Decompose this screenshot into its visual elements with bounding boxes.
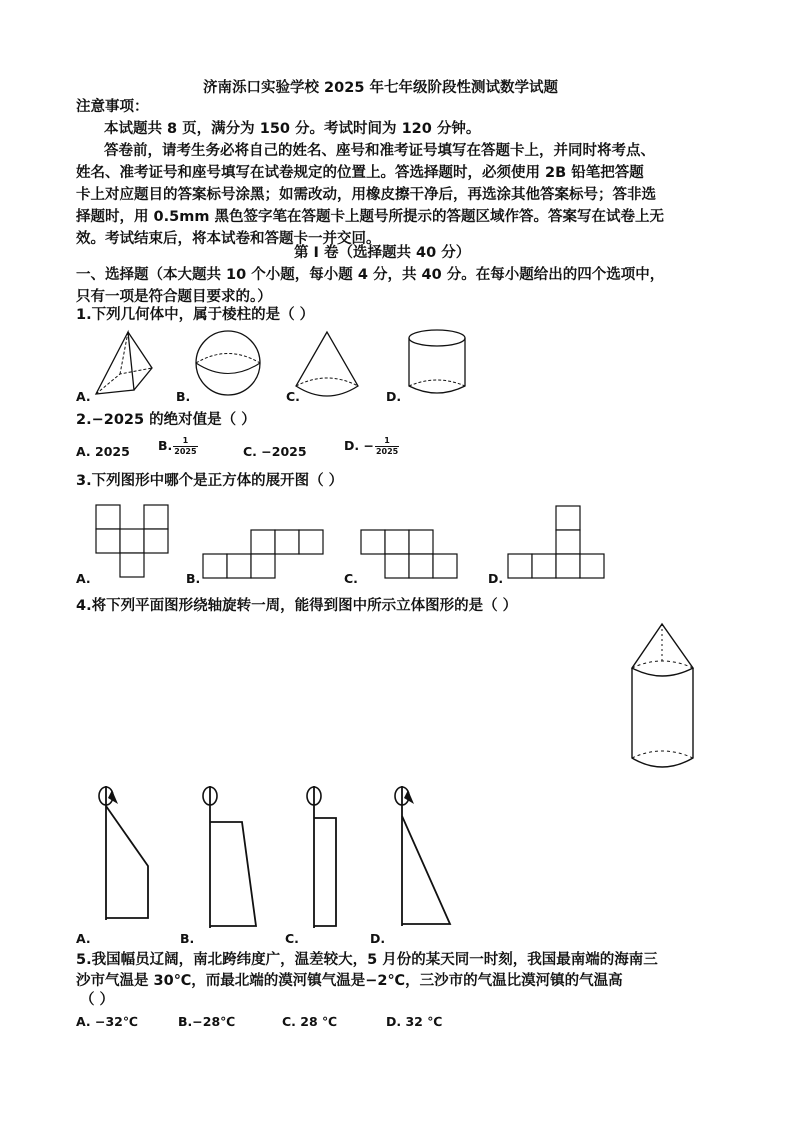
option-label: C. <box>344 571 358 586</box>
option-a: A. −32℃ <box>76 1014 139 1029</box>
option-label: A. <box>76 389 91 404</box>
question-4-stem: 4.将下列平面图形绕轴旋转一周，能得到图中所示立体图形的是（ ） <box>76 598 518 614</box>
option-label: C. <box>285 931 299 946</box>
option-label: B. <box>186 571 201 586</box>
notice-line: 姓名、准考证号和座号填写在试卷规定的位置上。答选择题时，必须使用 2B 铅笔把答题 <box>76 165 644 181</box>
option-label: D. <box>386 389 402 404</box>
section-instructions: 一、选择题（本大题共 10 个小题，每小题 4 分，共 40 分。在每小题给出的四个选项中， <box>76 267 665 283</box>
option-label: B. <box>180 931 195 946</box>
fraction: $\frac{1}{2025}$ <box>174 436 197 456</box>
notice-line: 效。考试结束后，将本试卷和答题卡一并交回。 <box>76 231 381 247</box>
notice-line: 本试题共 8 页，满分为 150 分。考试时间为 120 分钟。 <box>104 121 481 137</box>
question-5-stem: （ ） <box>80 992 115 1008</box>
rotation-shape-a <box>92 786 162 926</box>
page-title: 济南泺口实验学校 2025 年七年级阶段性测试数学试题 <box>203 80 558 96</box>
rotation-shape-d <box>388 786 468 926</box>
question-5-stem: 沙市气温是 30℃，而最北端的漠河镇气温是−2℃，三沙市的气温比漠河镇的气温高 <box>76 973 623 989</box>
sphere-figure <box>190 326 270 401</box>
option-d: D. 32 ℃ <box>386 1014 443 1029</box>
notice-line: 答卷前，请考生务必将自己的姓名、座号和准考证号填写在答题卡上，并同时将考点、 <box>104 143 655 159</box>
notice-line: 择题时，用 0.5mm 黑色签字笔在答题卡上题号所提示的答题区域作答。答案写在试卷上无 <box>76 209 664 225</box>
option-b: B.−28℃ <box>178 1014 236 1029</box>
option-label: A. <box>76 931 91 946</box>
rotation-shape-c <box>300 786 360 926</box>
option-label: D. <box>488 571 504 586</box>
option-a: A. 2025 <box>76 444 130 459</box>
net-d-figure <box>508 506 608 586</box>
rotation-shape-b <box>196 786 266 926</box>
option-b-prefix: B. <box>158 438 173 453</box>
option-c: C. −2025 <box>243 444 307 459</box>
question-5-stem: 5.我国幅员辽阔，南北跨纬度广，温差较大，5 月份的某天同一时刻，我国最南端的海南三 <box>76 952 658 968</box>
triangular-prism-figure <box>90 328 180 398</box>
net-a-figure <box>96 505 176 585</box>
option-label: D. <box>370 931 386 946</box>
cylinder-figure <box>404 326 484 401</box>
section-title: 第 Ⅰ 卷（选择题共 40 分） <box>294 245 471 261</box>
fraction: $\frac{1}{2025}$ <box>375 436 399 456</box>
cone-on-cylinder-figure <box>625 620 725 780</box>
notice-heading: 注意事项： <box>76 99 149 115</box>
question-3-stem: 3.下列图形中哪个是正方体的展开图（ ） <box>76 473 344 489</box>
option-label: A. <box>76 571 91 586</box>
option-b <box>158 436 198 457</box>
question-2-stem: 2.−2025 的绝对值是（ ） <box>76 412 256 428</box>
option-d <box>344 436 399 457</box>
net-c-figure <box>361 530 461 590</box>
option-label: B. <box>176 389 191 404</box>
notice-line: 卡上对应题目的答案标号涂黑；如需改动，用橡皮擦干净后，再选涂其他答案标号；答非选 <box>76 187 656 203</box>
question-1-stem: 1.下列几何体中，属于棱柱的是（ ） <box>76 307 315 323</box>
section-instructions: 只有一项是符合题目要求的。） <box>76 289 272 305</box>
net-b-figure <box>203 530 333 590</box>
cone-figure <box>290 326 370 401</box>
option-label: C. <box>286 389 300 404</box>
option-d-prefix: D. − <box>344 438 374 453</box>
option-c: C. 28 ℃ <box>282 1014 338 1029</box>
